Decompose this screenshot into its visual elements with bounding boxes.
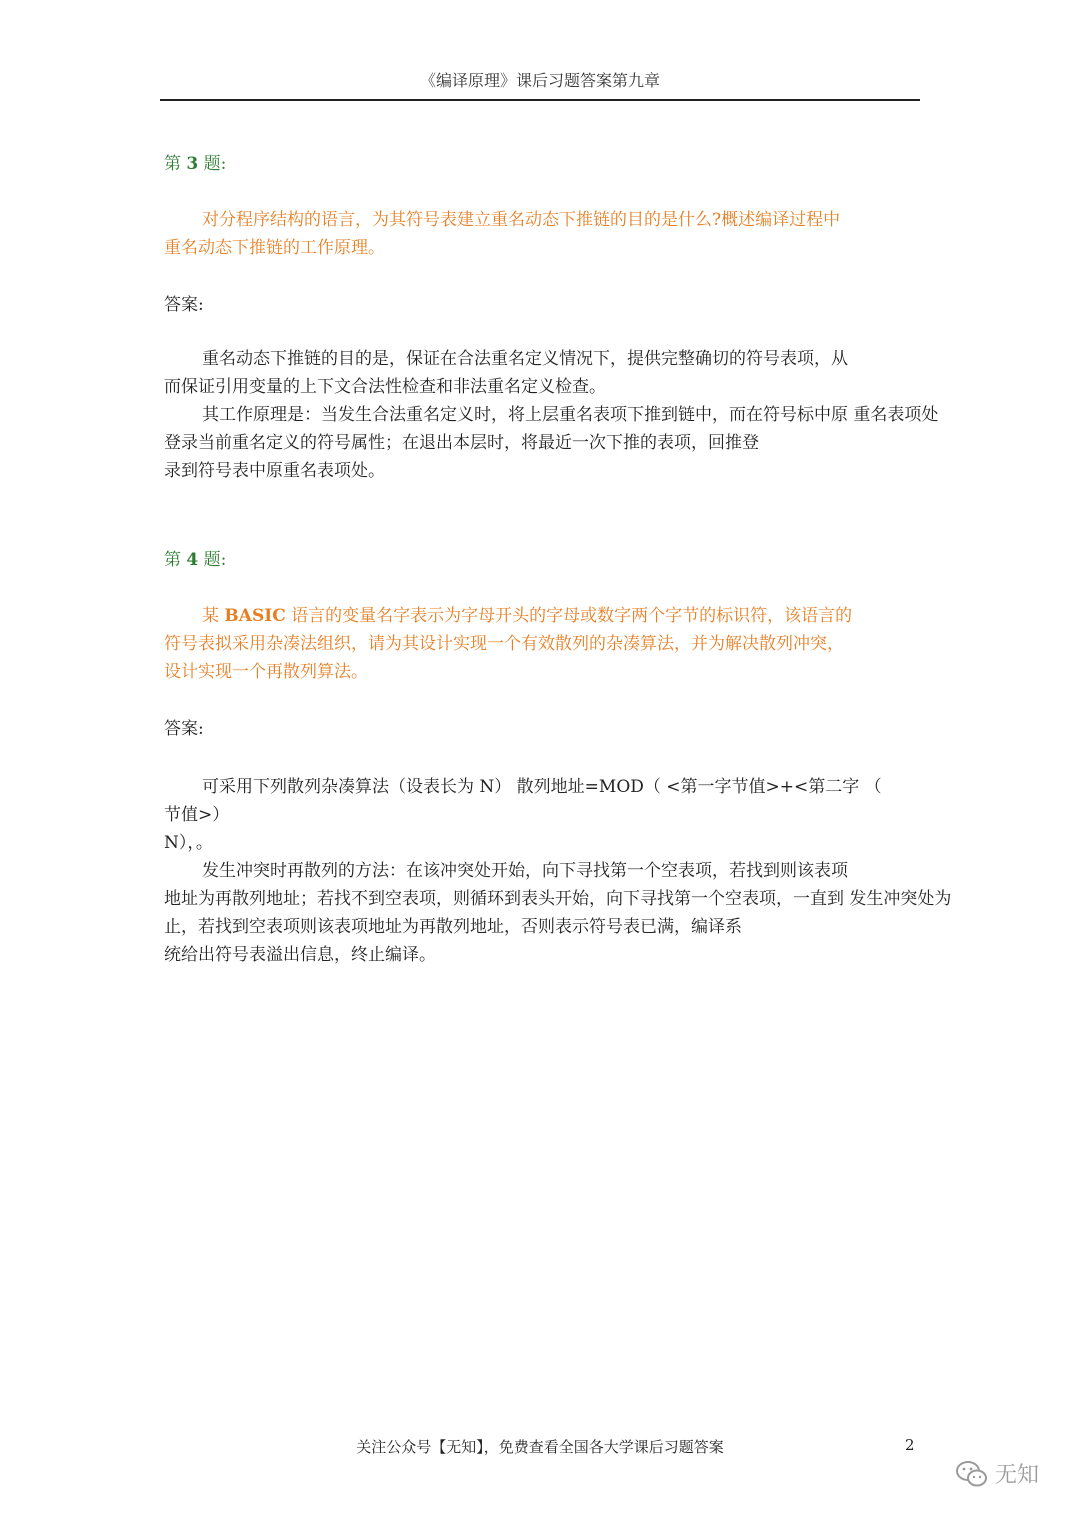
question-3-answer-label: 答案: bbox=[164, 295, 204, 315]
answer-line: 可采用下列散列杂凑算法（设表长为 N） 散列地址=MOD（ <第一字节值>+<第二字 （ bbox=[202, 777, 882, 797]
answer-line: 重名动态下推链的目的是，保证在合法重名定义情况下，提供完整确切的符号表项，从 bbox=[202, 349, 848, 369]
watermark-text: 无知 bbox=[995, 1463, 1040, 1488]
answer-line: 地址为再散列地址；若找不到空表项，则循环到表头开始，向下寻找第一个空表项，一直到 发生冲突处为 bbox=[164, 889, 952, 909]
header-divider bbox=[160, 99, 920, 101]
heading-suffix: 题: bbox=[203, 550, 227, 570]
wechat-icon bbox=[955, 1459, 989, 1489]
answer-line: 其工作原理是：当发生合法重名定义时，将上层重名表项下推到链中，而在符号标中原 重名表项处 bbox=[202, 405, 939, 425]
question-bold-term: BASIC bbox=[224, 606, 286, 626]
question-4-text bbox=[164, 602, 924, 686]
question-4-answer bbox=[164, 773, 952, 969]
answer-line: 统给出符号表溢出信息，终止编译。 bbox=[164, 945, 436, 965]
answer-line: N），。 bbox=[164, 833, 213, 853]
answer-line: 止，若找到空表项则该表项地址为再散列地址，否则表示符号表已满，编译系 bbox=[164, 917, 742, 937]
question-line: 对分程序结构的语言，为其符号表建立重名动态下推链的目的是什么?概述编译过程中 bbox=[202, 210, 841, 230]
question-3-heading bbox=[164, 150, 924, 178]
answer-line: 而保证引用变量的上下文合法性检查和非法重名定义检查。 bbox=[164, 377, 606, 397]
question-4-heading bbox=[164, 546, 924, 574]
heading-number: 4 bbox=[186, 550, 199, 570]
question-3-answer bbox=[164, 345, 939, 485]
question-line: 符号表拟采用杂凑法组织，请为其设计实现一个有效散列的杂凑算法，并为解决散列冲突， bbox=[164, 634, 844, 654]
question-line bbox=[164, 602, 924, 630]
question-3-text bbox=[164, 206, 924, 262]
question-4-answer-label: 答案: bbox=[164, 719, 204, 739]
heading-prefix: 第 bbox=[164, 550, 181, 570]
footer-note: 关注公众号【无知】，免费查看全国各大学课后习题答案 bbox=[356, 1438, 724, 1456]
watermark bbox=[955, 1458, 1039, 1489]
heading-prefix: 第 bbox=[164, 154, 181, 174]
page-number: 2 bbox=[905, 1436, 915, 1454]
heading-suffix: 题: bbox=[203, 154, 227, 174]
answer-line: 登录当前重名定义的符号属性；在退出本层时，将最近一次下推的表项，回推登 bbox=[164, 433, 759, 453]
answer-line: 节值>） bbox=[164, 805, 230, 825]
question-rest: 语言的变量名字表示为字母开头的字母或数字两个字节的标识符，该语言的 bbox=[291, 606, 853, 626]
answer-line: 录到符号表中原重名表项处。 bbox=[164, 461, 385, 481]
question-pre: 某 bbox=[202, 606, 219, 626]
question-line: 重名动态下推链的工作原理。 bbox=[164, 238, 385, 258]
page-header-title: 《编译原理》课后习题答案第九章 bbox=[419, 71, 660, 90]
answer-line: 发生冲突时再散列的方法：在该冲突处开始，向下寻找第一个空表项，若找到则该表项 bbox=[202, 861, 848, 881]
question-line: 设计实现一个再散列算法。 bbox=[164, 662, 368, 682]
heading-number: 3 bbox=[186, 154, 199, 174]
